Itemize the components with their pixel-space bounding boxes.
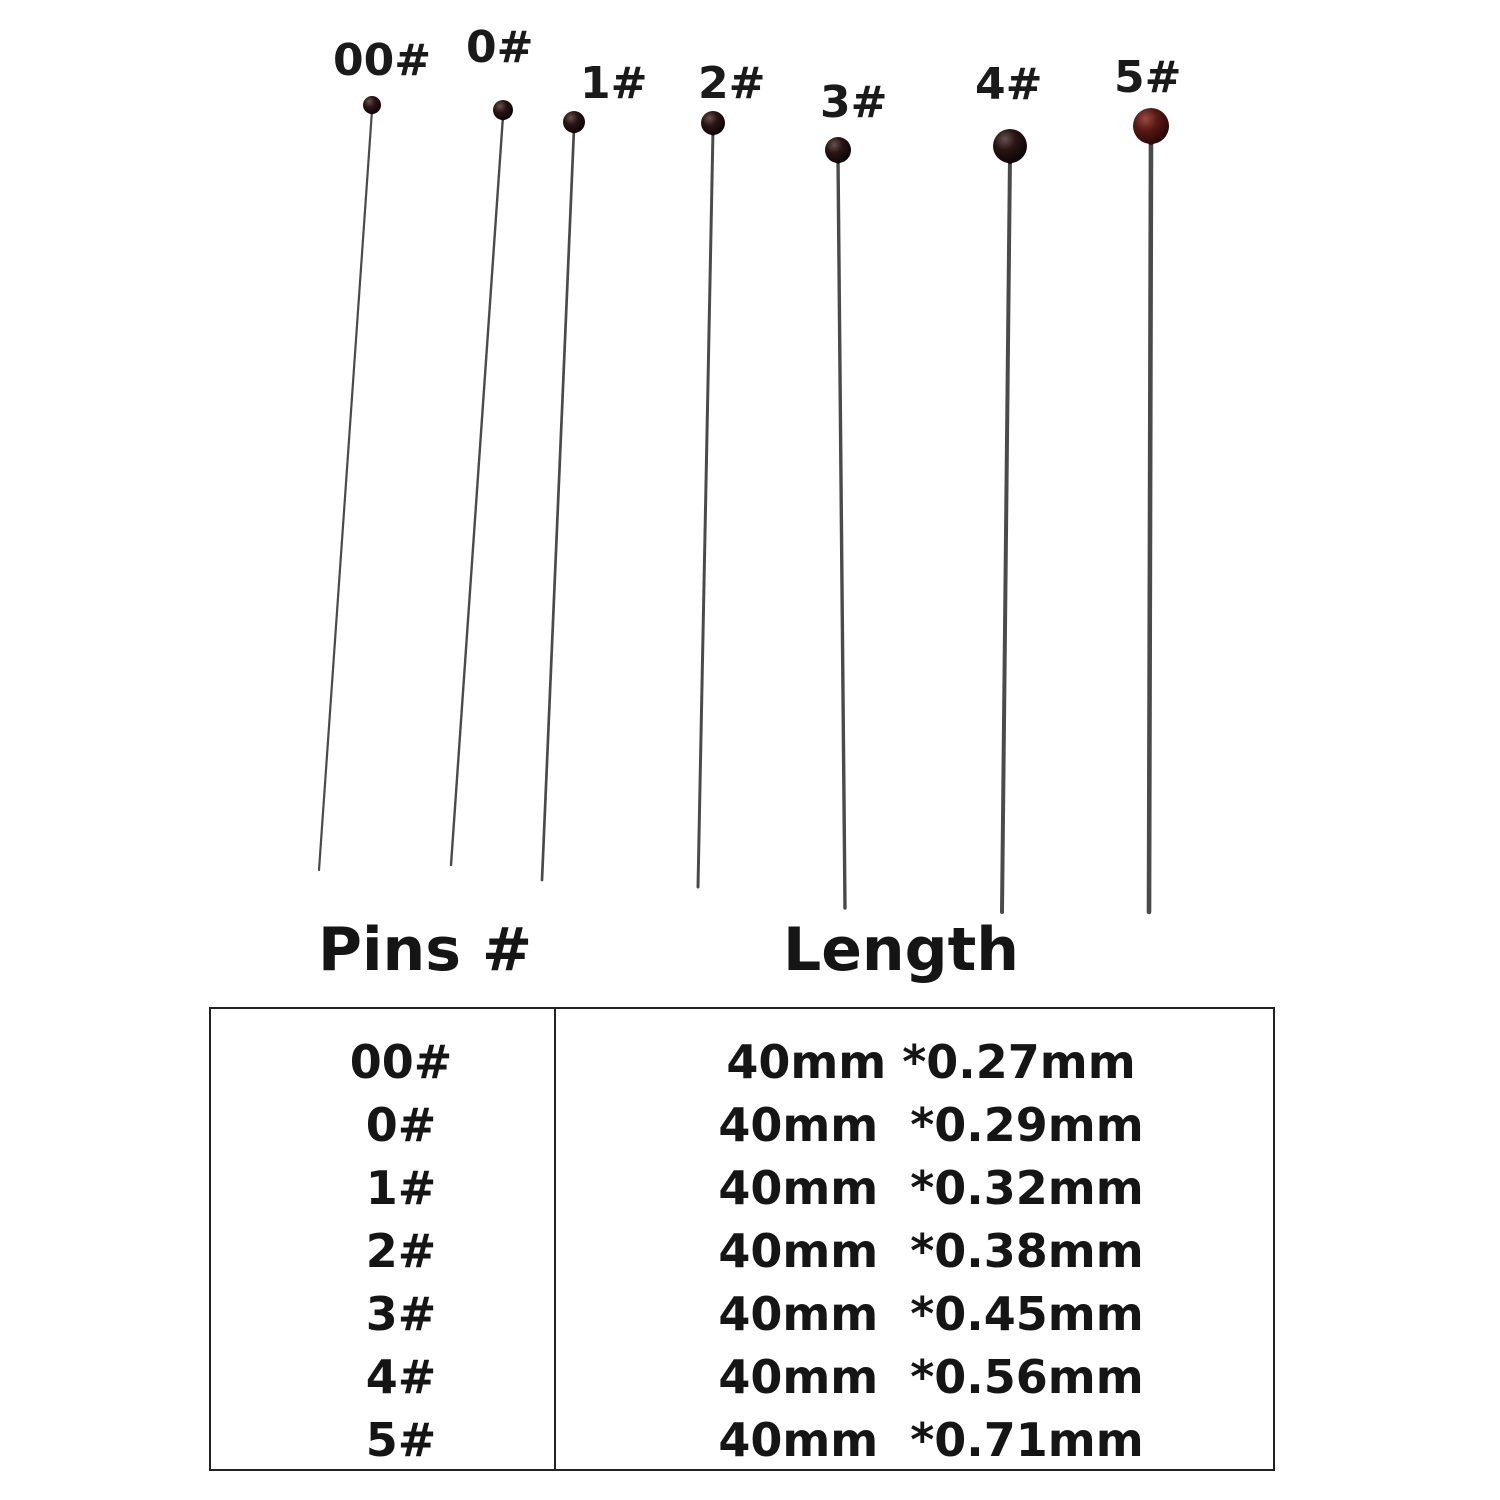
table-row	[211, 1031, 1273, 1094]
pin-number-cell: 5#	[365, 1413, 437, 1467]
pin-head	[1133, 108, 1169, 144]
pin-number-cell: 4#	[365, 1350, 437, 1404]
pin-shaft	[1149, 137, 1151, 912]
pin-3	[698, 58, 765, 887]
table-row	[211, 1346, 1273, 1409]
pin-size-cell: 40mm *0.32mm	[718, 1161, 1144, 1215]
table-row	[211, 1220, 1273, 1283]
pin-0	[319, 35, 431, 870]
pin-head	[993, 129, 1027, 163]
pin-size-cell: 40mm *0.27mm	[726, 1035, 1136, 1089]
pin-number-cell: 1#	[365, 1161, 437, 1215]
pin-label: 3#	[820, 77, 888, 128]
pin-shaft	[698, 130, 713, 887]
pin-head	[701, 111, 725, 135]
table-row	[211, 1409, 1273, 1472]
pin-number-cell: 00#	[349, 1035, 453, 1089]
pin-label: 00#	[333, 35, 432, 86]
pin-label: 5#	[1114, 52, 1182, 103]
pin-shaft	[319, 110, 372, 870]
pin-size-cell: 40mm *0.38mm	[718, 1224, 1144, 1278]
pin-size-table	[209, 1007, 1275, 1471]
table-row	[211, 1094, 1273, 1157]
pin-shaft	[542, 129, 574, 880]
pin-size-cell: 40mm *0.29mm	[718, 1098, 1144, 1152]
pin-shaft	[451, 116, 503, 865]
pin-label: 2#	[698, 58, 766, 109]
pin-shaft	[838, 158, 845, 908]
pin-size-cell: 40mm *0.45mm	[718, 1287, 1144, 1341]
pin-number-cell: 3#	[365, 1287, 437, 1341]
pin-label: 1#	[580, 58, 648, 109]
pin-label: 4#	[975, 59, 1043, 110]
pins-column-header: Pins #	[318, 915, 533, 985]
pin-size-cell: 40mm *0.71mm	[718, 1413, 1144, 1467]
pin-5	[975, 59, 1042, 912]
pin-head	[493, 100, 513, 120]
pin-label: 0#	[466, 22, 534, 73]
table-row	[211, 1283, 1273, 1346]
table-rows	[211, 1031, 1273, 1472]
pin-1	[451, 22, 533, 865]
pin-shaft	[1002, 156, 1010, 912]
pin-head	[825, 137, 851, 163]
pin-size-cell: 40mm *0.56mm	[718, 1350, 1144, 1404]
pin-6	[1114, 52, 1181, 912]
pin-2	[542, 58, 647, 880]
length-column-header: Length	[783, 915, 1019, 985]
pin-head	[363, 96, 381, 114]
pin-head	[563, 111, 585, 133]
pin-4	[820, 77, 887, 908]
pin-number-cell: 2#	[365, 1224, 437, 1278]
pin-number-cell: 0#	[365, 1098, 437, 1152]
table-row	[211, 1157, 1273, 1220]
